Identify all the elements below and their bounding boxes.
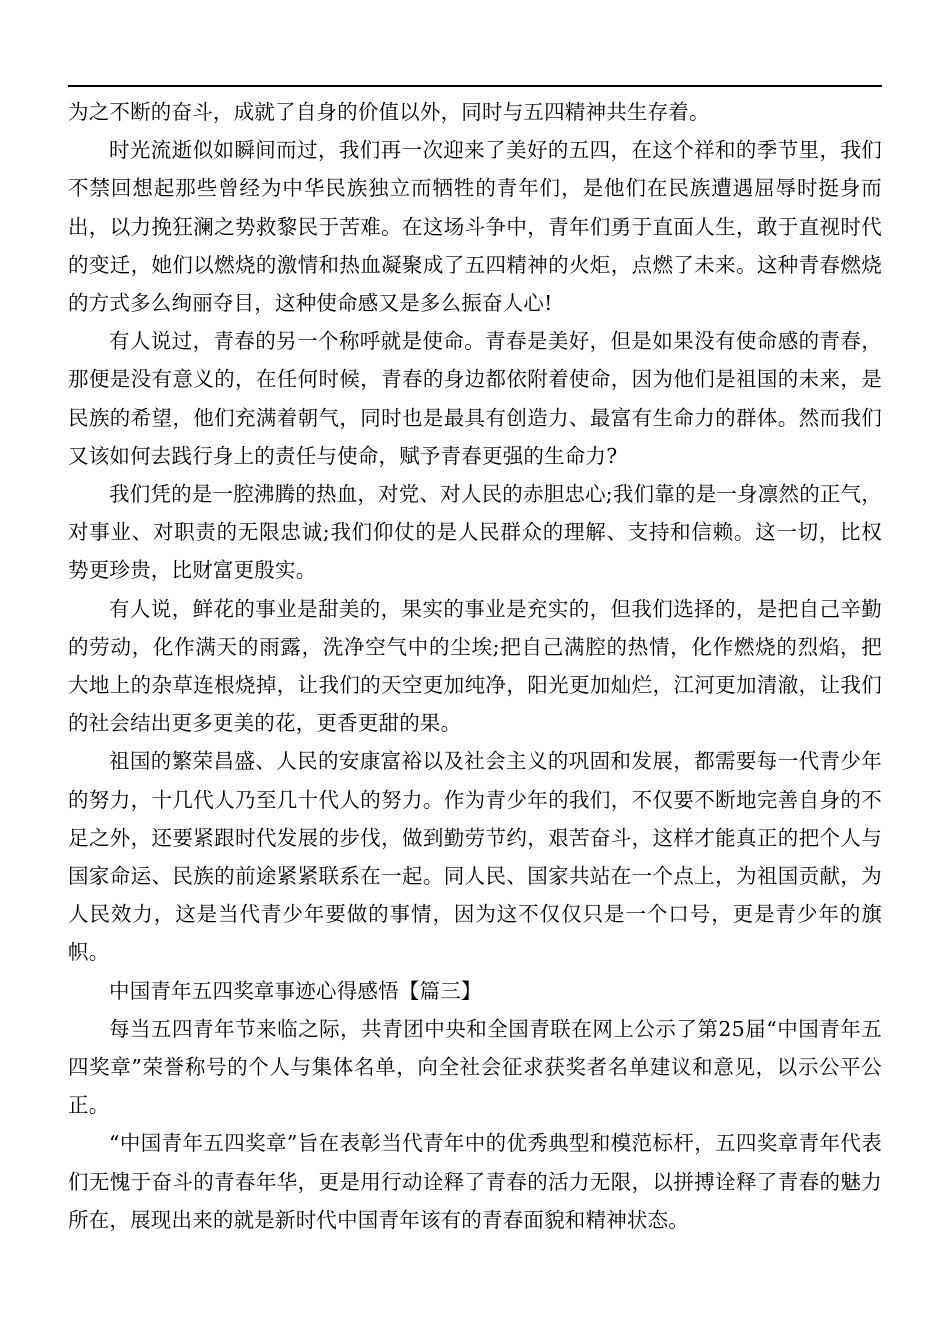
- paragraph: “中国青年五四奖章”旨在表彰当代青年中的优秀典型和模范标杆，五四奖章青年代表们无愧于奋斗的青春年华，更是用行动诠释了青春的活力无限，以拼搏诠释了青春的魅力所在，展现出来的就是新时代中国青年该有的青春面貌和精神状态。: [68, 1131, 882, 1232]
- paragraph: 祖国的繁荣昌盛、人民的安康富裕以及社会主义的巩固和发展，都需要每一代青少年的努力，十几代人乃至几十代人的努力。作为青少年的我们，不仅要不断地完善自身的不足之外，还要紧跟时代发展的步伐，做到勤劳节约，艰苦奋斗，这样才能真正的把个人与国家命运、民族的前途紧紧联系在一起。同人民、国家共站在一个点上，为祖国贡献，为人民效力，这是当代青少年要做的事情，因为这不仅仅只是一个口号，更是青少年的旗帜。: [68, 749, 882, 965]
- paragraph: 我们凭的是一腔沸腾的热血，对党、对人民的赤胆忠心;我们靠的是一身凛然的正气，对事业、对职责的无限忠诚;我们仰仗的是人民群众的理解、支持和信赖。这一切，比权势更珍贵，比财富更殷实。: [68, 482, 883, 583]
- paragraph: 有人说过，青春的另一个称呼就是使命。青春是美好，但是如果没有使命感的青春，那便是没有意义的，在任何时候，青春的身边都依附着使命，因为他们是祖国的未来，是民族的希望，他们充满着朝气，同时也是最具有创造力、最富有生命力的群体。然而我们又该如何去践行身上的责任与使命，赋予青春更强的生命力?: [68, 329, 882, 468]
- paragraph: 每当五四青年节来临之际，共青团中央和全国青联在网上公示了第25届“中国青年五四奖章”荣誉称号的个人与集体名单，向全社会征求获奖者名单建议和意见，以示公平公正。: [68, 1016, 882, 1118]
- paragraph: 有人说，鲜花的事业是甜美的，果实的事业是充实的，但我们选择的，是把自己辛勤的劳动，化作满天的雨露，洗净空气中的尘埃;把自己满腔的热情，化作燃烧的烈焰，把大地上的杂草连根烧掉，让我们的天空更加纯净，阳光更加灿烂，江河更加清澈，让我们的社会结出更多更美的花，更香更甜的果。: [68, 596, 882, 736]
- section-heading: 中国青年五四奖章事迹心得感悟【篇三】: [109, 978, 482, 1003]
- paragraph: 时光流逝似如瞬间而过，我们再一次迎来了美好的五四，在这个祥和的季节里，我们不禁回想起那些曾经为中华民族独立而牺牲的青年们，是他们在民族遭遇屈辱时挺身而出，以力挽狂澜之势救黎民于苦难。在这场斗争中，青年们勇于直面人生，敢于直视时代的变迁，她们以燃烧的激情和热血凝聚成了五四精神的火炬，点燃了未来。这种青春燃烧的方式多么绚丽夺目，这种使命感又是多么振奋人心!: [68, 138, 882, 316]
- paragraph-continuation: 为之不断的奋斗，成就了自身的价值以外，同时与五四精神共生存着。: [68, 100, 710, 124]
- document-body: [68, 93, 882, 1239]
- header-rule: [68, 85, 882, 87]
